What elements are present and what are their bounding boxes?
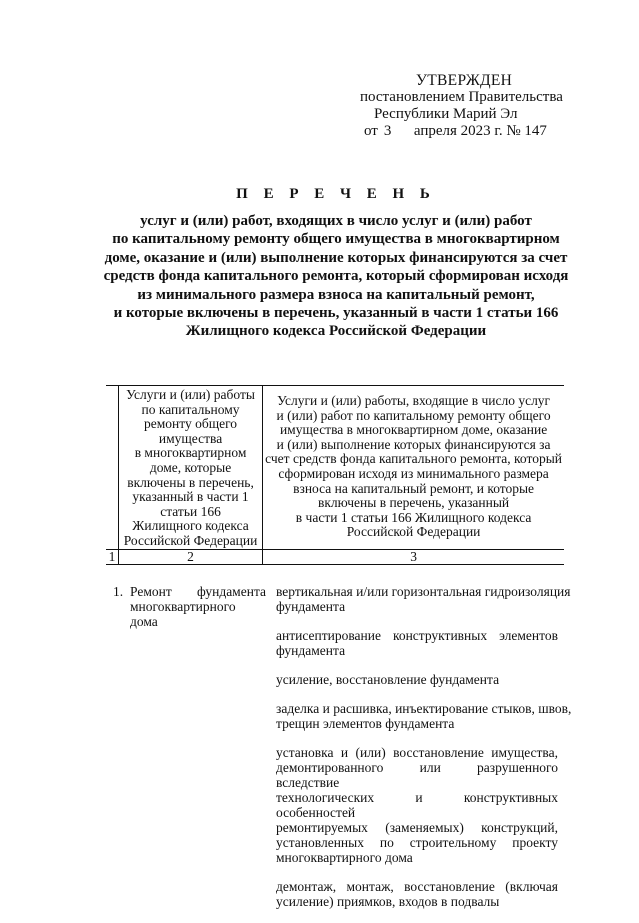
approval-date-day: 3: [383, 123, 392, 139]
header-line: счет средств фонда капитального ремонта, который: [265, 451, 562, 467]
header-cell-1: [106, 386, 118, 550]
subtitle-line: по капитальному ремонту общего имущества в многоквартирном: [112, 231, 560, 248]
approval-title: УТВЕРЖДЕН: [416, 72, 513, 89]
item-word: конструктивных: [392, 628, 488, 643]
item-line: демонтированного или разрушенного вследствие: [276, 760, 558, 790]
document-subtitle: [96, 212, 576, 341]
item-line: технологических и конструктивных особенностей: [276, 790, 558, 820]
item-line: трещин элементов фундамента: [276, 716, 455, 731]
service-name-line: [130, 584, 266, 599]
header-line: сформирован исходя из минимального размера: [278, 465, 549, 481]
approval-line-1: постановлением Правительства: [360, 89, 563, 105]
column-number: 3: [263, 549, 564, 564]
subtitle-line: Жилищного кодекса Российской Федерации: [185, 323, 487, 340]
header-line: взноса на капитальный ремонт, и которые: [293, 480, 535, 496]
header-line: Российской Федерации: [123, 532, 258, 548]
column-number: 2: [118, 549, 262, 564]
header-cell-3: [263, 386, 564, 550]
header-line: статьи 166: [160, 503, 221, 519]
list-item: [276, 879, 558, 909]
approval-date-rest: апреля 2023 г. № 147: [413, 123, 547, 139]
row-number: 1.: [113, 584, 124, 599]
header-line: и (или) выполнение которых финансируются за: [276, 436, 551, 452]
item-line: усиление) приямков, входов в подвалы: [276, 894, 500, 909]
subtitle-line: доме, оказание и (или) выполнение которых финансируются за счет: [104, 249, 568, 266]
header-line: доме, которые: [149, 459, 232, 475]
item-word: антисептирование: [276, 628, 381, 643]
header-line: имущества: [158, 430, 223, 446]
service-name-line: многоквартирного дома: [130, 599, 236, 629]
item-line: многоквартирного дома: [276, 850, 413, 865]
list-item: [276, 584, 571, 614]
header-line: ремонту общего: [143, 416, 238, 432]
item-line: [276, 628, 558, 643]
header-line: Жилищного кодекса: [132, 518, 249, 534]
subtitle-line: и которые включены в перечень, указанный в части 1 статьи 166: [113, 305, 559, 322]
header-line: по капитальному: [141, 401, 240, 417]
item-line: фундамента: [276, 643, 346, 658]
subtitle-line: из минимального размера взноса на капитальный ремонт,: [137, 286, 535, 303]
item-line: демонтаж, монтаж, восстановление (включая: [276, 879, 558, 894]
row-service-name: [130, 584, 266, 629]
service-word: фундамента: [196, 584, 266, 599]
header-line: и (или) работ по капитальному ремонту общего: [276, 407, 551, 423]
column-number-row: [106, 549, 564, 564]
item-line: заделка и расшивка, инъектирование стыков, швов,: [276, 701, 572, 716]
header-line: в части 1 статьи 166 Жилищного кодекса: [295, 509, 532, 525]
item-line: фундамента: [276, 599, 346, 614]
header-cell-2: [118, 386, 262, 550]
header-line: имущества в многоквартирном доме, оказание: [279, 422, 548, 438]
list-item: [276, 628, 558, 658]
service-word: Ремонт: [130, 584, 172, 599]
approval-date: [360, 123, 580, 140]
header-table: [106, 385, 564, 565]
approval-date-prefix: от: [364, 123, 378, 139]
item-word: элементов: [499, 628, 558, 643]
header-line: в многоквартирном: [134, 445, 247, 461]
header-line: Российской Федерации: [346, 524, 481, 540]
subtitle-line: услуг и (или) работ, входящих в число услуг и (или) работ: [140, 213, 532, 229]
item-line: установка и (или) восстановление имущества,: [276, 745, 558, 760]
works-list: [276, 584, 572, 923]
header-line: включены в перечень, указанный: [318, 495, 510, 511]
header-line: указанный в части 1: [132, 489, 249, 505]
list-item: [276, 745, 558, 865]
approval-line-2: Республики Марий Эл: [374, 106, 518, 122]
list-item: [276, 701, 572, 731]
header-row: [106, 386, 564, 550]
item-line: ремонтируемых (заменяемых) конструкций,: [276, 820, 558, 835]
header-line: Услуги и (или) работы: [126, 387, 255, 402]
item-line: установленных по строительному проекту: [276, 835, 558, 850]
subtitle-line: средств фонда капитального ремонта, который сформирован исходя: [103, 268, 569, 285]
header-line: включены в перечень,: [127, 474, 254, 490]
item-line: вертикальная и/или горизонтальная гидроизоляция: [276, 584, 571, 599]
approval-block: [360, 72, 580, 140]
item-line: усиление, восстановление фундамента: [276, 672, 500, 687]
document-title: П Е Р Е Ч Е Н Ь: [236, 186, 436, 202]
header-line: Услуги и (или) работы, входящие в число услуг: [277, 393, 551, 408]
list-item: [276, 672, 558, 687]
column-number: 1: [106, 549, 118, 564]
